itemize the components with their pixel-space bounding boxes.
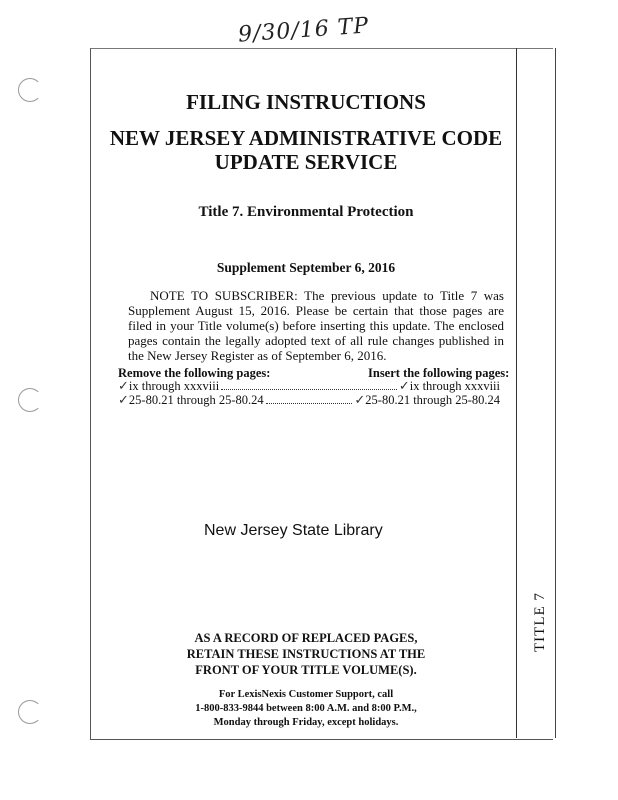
insert-range: ix through xxxviii [409,379,500,393]
punch-hole-top [18,78,42,102]
title-tab-label: TITLE 7 [532,592,548,652]
insert-range: 25-80.21 through 25-80.24 [365,393,500,407]
library-stamp: New Jersey State Library [204,522,383,539]
remove-range: 25-80.21 through 25-80.24 [128,393,264,407]
code-title-line2: UPDATE SERVICE [214,150,398,174]
subscriber-note: NOTE TO SUBSCRIBER: The previous update to Title 7 was Supplement August 15, 2016. Please be certain that those pages are filed in your Title volume(s) before inserting this update. The enclosed pages contain the legally adopted text of all rule changes published in the New Jersey Register as of September 6, 2016. [128,288,504,363]
page-row [118,392,500,408]
support-line1: For LexisNexis Customer Support, call [218,689,394,700]
check-mark-icon: ✓ [398,378,410,393]
punch-hole-middle [18,388,42,412]
supplement-date: Supplement September 6, 2016 [216,260,396,275]
title-heading: Title 7. Environmental Protection [198,204,414,220]
remove-range: ix through xxxviii [128,379,220,393]
page-title: FILING INSTRUCTIONS [186,90,426,114]
record-notice-line1: AS A RECORD OF REPLACED PAGES, [194,631,418,645]
handwritten-date-note: 9/30/16 TP [237,13,370,48]
support-phone-hours: 1-800-833-9844 between 8:00 A.M. and 8:00 P.M., [195,703,417,714]
leader-dots [266,403,353,404]
check-mark-icon: ✓ [354,392,366,407]
record-notice-line2: RETAIN THESE INSTRUCTIONS AT THE [186,647,426,661]
support-days: Monday through Friday, except holidays. [213,717,399,728]
remove-heading: Remove the following pages: [118,366,271,380]
check-mark-icon: ✓ [118,392,129,407]
record-notice-line3: FRONT OF YOUR TITLE VOLUME(S). [195,663,417,677]
leader-dots [221,389,397,390]
check-mark-icon: ✓ [118,378,129,393]
code-title-line1: NEW JERSEY ADMINISTRATIVE CODE [109,126,503,150]
insert-heading: Insert the following pages: [368,366,510,380]
punch-hole-bottom [18,700,42,724]
